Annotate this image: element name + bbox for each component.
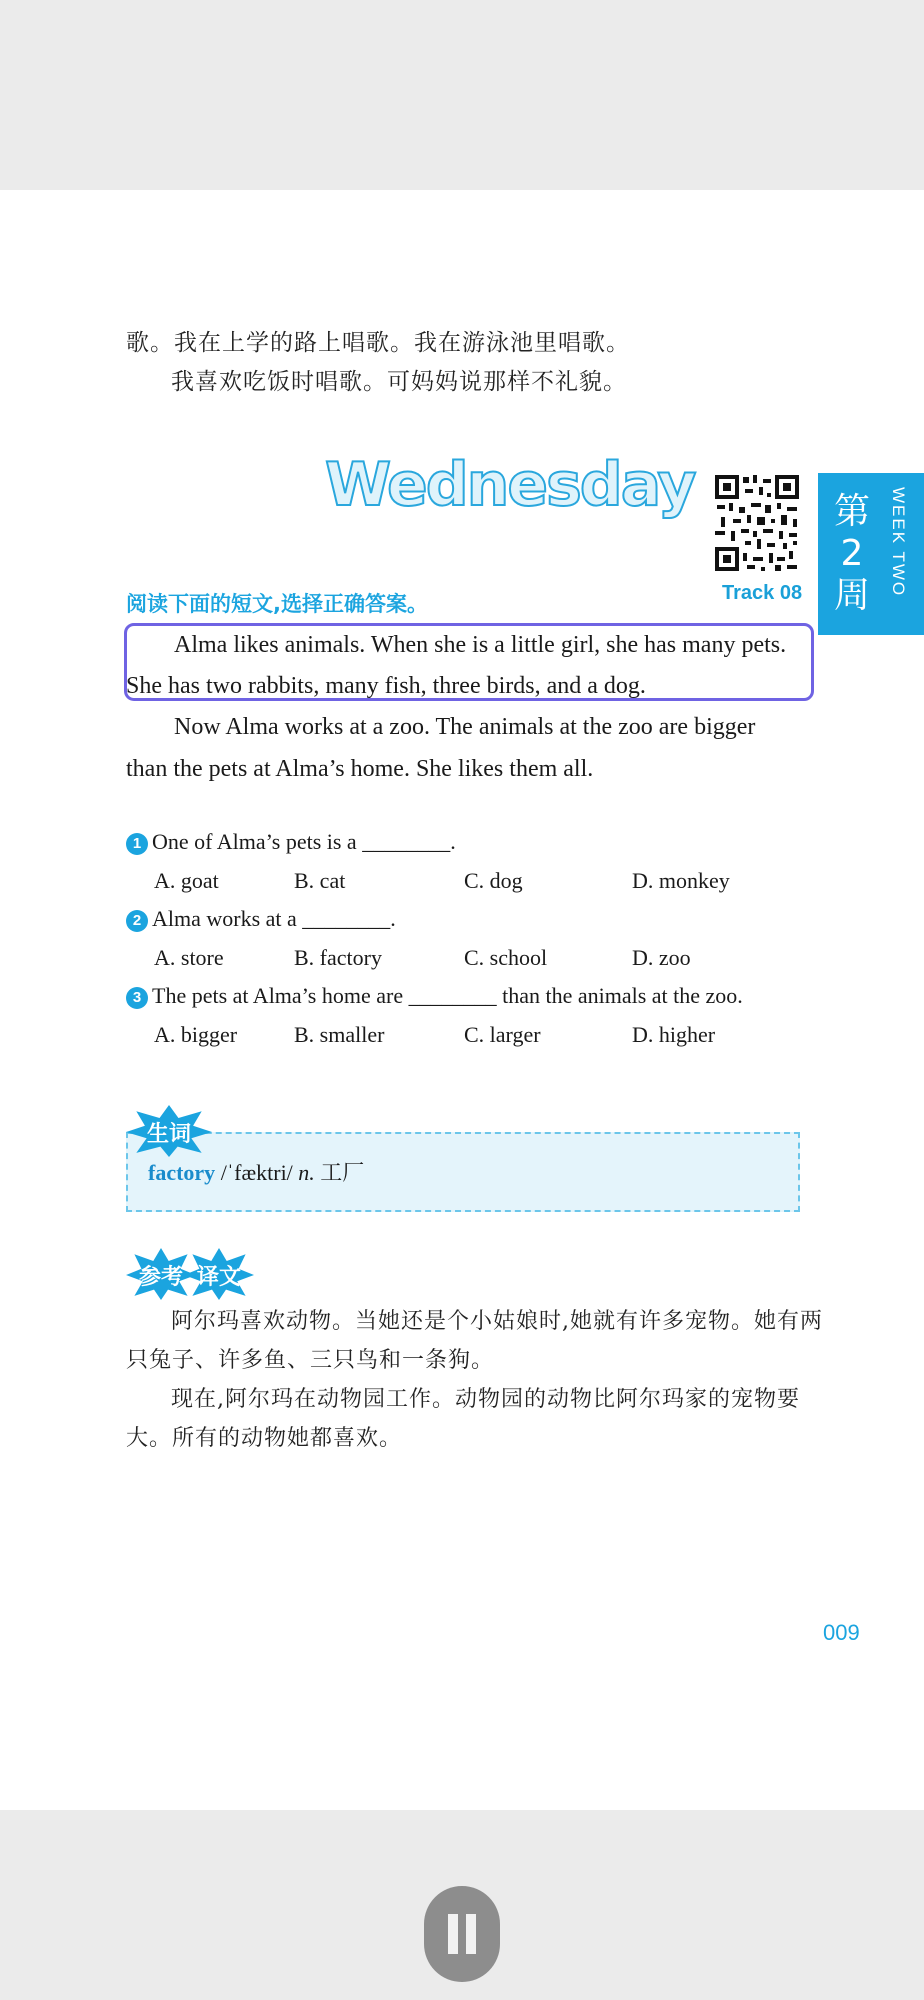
q2-option-b[interactable]: B. factory: [294, 945, 382, 970]
pause-button[interactable]: [424, 1886, 500, 1982]
q3-option-a[interactable]: A. bigger: [154, 1022, 238, 1047]
question-text: Alma works at a ________.: [152, 906, 396, 931]
question-number-badge: 2: [126, 910, 148, 932]
page-title: Wednesday: [325, 450, 695, 520]
instruction-text: 阅读下面的短文,选择正确答案。: [126, 592, 428, 616]
vocab-badge-label: 生词: [146, 1122, 191, 1147]
vocab-word: factory: [148, 1160, 216, 1185]
translation-p2-line2: 大。所有的动物她都喜欢。: [126, 1426, 403, 1451]
question-text: The pets at Alma’s home are ________ than the animals at the zoo.: [152, 983, 743, 1008]
translation-p2-line1: 现在,阿尔玛在动物园工作。动物园的动物比阿尔玛家的宠物要: [171, 1387, 800, 1412]
vocabulary-entry: [148, 1156, 364, 1187]
vocabulary-box: [126, 1132, 800, 1212]
question-2: [126, 906, 396, 932]
previous-text-line-2: 我喜欢吃饭时唱歌。可妈妈说那样不礼貌。: [171, 369, 627, 395]
question-1: [126, 829, 456, 855]
pause-icon: [448, 1914, 458, 1954]
q3-option-d[interactable]: D. higher: [632, 1022, 716, 1047]
q1-option-d[interactable]: D. monkey: [632, 868, 730, 893]
q2-option-c[interactable]: C. school: [464, 945, 548, 970]
q1-option-c[interactable]: C. dog: [464, 868, 523, 893]
translation-badge-label-1: 参考: [138, 1265, 183, 1290]
passage-para1-line1: Alma likes animals. When she is a little girl, she has many pets.: [174, 632, 787, 658]
week-side-tab: [818, 473, 924, 635]
q3-option-b[interactable]: B. smaller: [294, 1022, 385, 1047]
question-text: One of Alma’s pets is a ________.: [152, 829, 456, 854]
translation-p1-line2: 只兔子、许多鱼、三只鸟和一条狗。: [126, 1348, 495, 1373]
question-3: [126, 983, 743, 1009]
vocab-phonetic: /ˈfæktri/: [220, 1160, 293, 1185]
book-page: [0, 190, 924, 1810]
vocab-meaning: 工厂: [320, 1161, 365, 1186]
passage-para2-line2: than the pets at Alma’s home. She likes them all.: [126, 756, 594, 782]
week-cn-label: 第2周: [833, 491, 870, 616]
q2-option-d[interactable]: D. zoo: [632, 945, 691, 970]
translation-p1-line1: 阿尔玛喜欢动物。当她还是个小姑娘时,她就有许多宠物。她有两: [171, 1309, 823, 1334]
passage-para2-line1: Now Alma works at a zoo. The animals at the zoo are bigger: [174, 714, 756, 740]
translation-badge-label-2: 译文: [196, 1265, 241, 1290]
q3-option-c[interactable]: C. larger: [464, 1022, 541, 1047]
qr-code-icon[interactable]: [713, 473, 801, 573]
track-label: Track 08: [722, 582, 803, 604]
translation-badge: [126, 1246, 266, 1302]
page-number: 009: [823, 1620, 860, 1645]
q2-option-a[interactable]: A. store: [154, 945, 224, 970]
q1-option-b[interactable]: B. cat: [294, 868, 346, 893]
question-number-badge: 3: [126, 987, 148, 1009]
passage-para1-line2: She has two rabbits, many fish, three birds, and a dog.: [126, 673, 646, 699]
week-en-label: WEEK TWO: [889, 487, 908, 598]
pause-icon-bar: [466, 1914, 476, 1954]
vocab-pos: n.: [298, 1160, 315, 1185]
vocab-badge: [126, 1102, 212, 1160]
q1-option-a[interactable]: A. goat: [154, 868, 219, 893]
previous-text-line-1: 歌。我在上学的路上唱歌。我在游泳池里唱歌。: [126, 330, 630, 356]
question-number-badge: 1: [126, 833, 148, 855]
